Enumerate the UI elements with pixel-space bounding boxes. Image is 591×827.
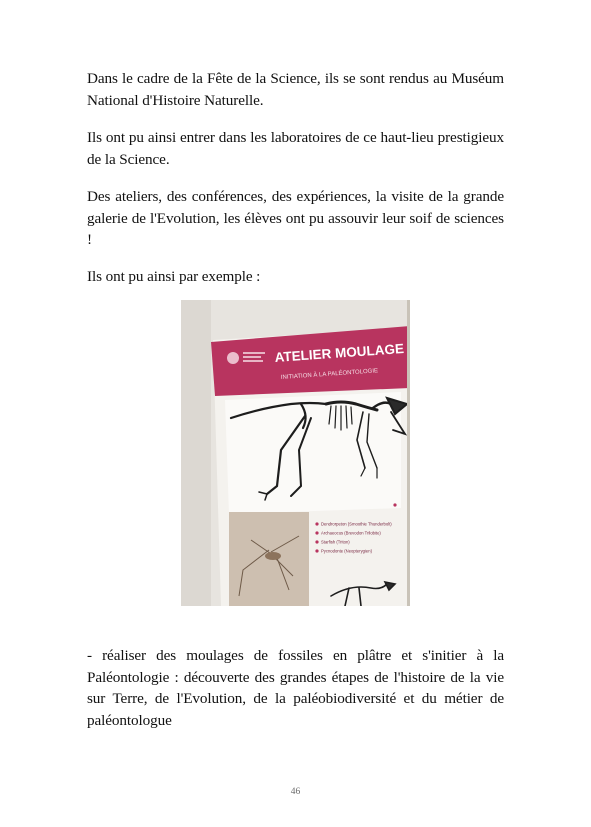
legend-item: Archaeocus (Brevodon Trilobite) bbox=[321, 530, 381, 536]
paragraph-laboratoires: Ils ont pu ainsi entrer dans les laboratoires de ce haut-lieu prestigieux de la Science. bbox=[87, 129, 504, 168]
museum-logo-icon bbox=[227, 352, 239, 364]
paragraph-exemple-intro: Ils ont pu ainsi par exemple : bbox=[87, 268, 261, 285]
paragraph-fete-science: Dans le cadre de la Fête de la Science, ils se sont rendus au Muséum National d'Histoire Naturelle. bbox=[87, 70, 504, 109]
atelier-moulage-photo bbox=[181, 300, 410, 606]
paragraph-ateliers: Des ateliers, des conférences, des expériences, la visite de la grande galerie de l'Evolution, les élèves ont pu assouvir leur soif de sciences ! bbox=[87, 188, 504, 248]
poster-subtitle: INITIATION À LA PALÉONTOLOGIE bbox=[280, 368, 379, 381]
poster-title: ATELIER MOULAGE bbox=[274, 340, 405, 365]
page-number: 46 bbox=[290, 787, 301, 797]
paragraph-moulages: - réaliser des moulages de fossiles en plâtre et s'initier à la Paléontologie : découverte des grandes étapes de l'histoire de la vie sur Terre, de l'Evolution, de la paléobiodiversité et du métier de paléontologue bbox=[87, 647, 504, 729]
legend-item: Pycnodonte (Neopterygien) bbox=[321, 548, 372, 554]
legend-item: Starfish (Triton) bbox=[321, 539, 350, 545]
legend-item: Dendrorpeton (Smoothie Thunderbolt) bbox=[321, 521, 392, 527]
